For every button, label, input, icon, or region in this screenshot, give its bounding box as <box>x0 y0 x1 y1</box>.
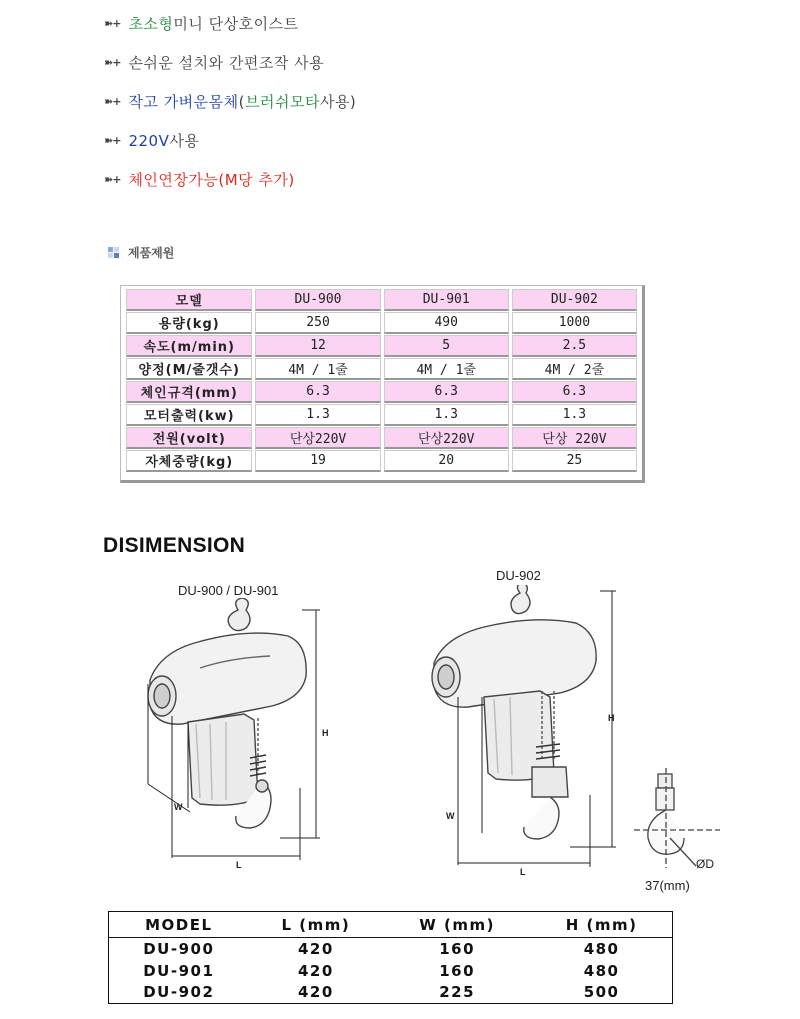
diagram-label-du900-901: DU-900 / DU-901 <box>178 583 279 598</box>
table-header-row: MODEL L (mm) W (mm) H (mm) <box>109 912 673 938</box>
feature-item: ➽+ 초소형 미니 단상호이스트 <box>104 15 299 33</box>
hoist-diagram-du902 <box>420 585 630 880</box>
spec-section-title: 제품제원 <box>108 244 174 261</box>
dim-label-h: H <box>322 728 329 738</box>
spec-table-frame <box>120 285 645 483</box>
table-row: 용량(kg) 250 490 1000 <box>126 312 637 334</box>
feature-item: ➽+ 작고 가벼운몸체 ( 브러쉬모타 사용) <box>104 92 357 111</box>
hook-detail-diagram <box>630 768 725 878</box>
table-row: DU-901 420 160 480 <box>109 960 673 982</box>
dimension-title: DISIMENSION <box>103 534 246 557</box>
dim-label-w: W <box>446 811 455 821</box>
feature-list <box>104 4 356 199</box>
arrow-bullet-icon: ➽+ <box>104 17 121 30</box>
dim-label-l: L <box>236 860 242 870</box>
diagram-label-du902: DU-902 <box>496 568 541 583</box>
feature-item: ➽+ 손쉬운 설치와 간편조작 사용 <box>104 54 325 72</box>
square-bullet-icon <box>108 247 120 259</box>
table-row: 속도(m/min) 12 5 2.5 <box>126 335 637 357</box>
dimensions-table <box>108 911 673 1004</box>
hook-diameter-label: ØD <box>696 857 714 871</box>
dim-label-w: W <box>174 802 183 812</box>
arrow-bullet-icon: ➽+ <box>104 56 121 69</box>
feature-item: ➽+ 체인연장가능(M당 추가) <box>104 171 295 189</box>
feature-item: ➽+ 220V 사용 <box>104 131 200 150</box>
table-row: 모터출력(kw) 1.3 1.3 1.3 <box>126 404 637 426</box>
arrow-bullet-icon: ➽+ <box>104 173 121 186</box>
spec-table <box>123 288 640 473</box>
hoist-diagram-du900 <box>130 598 340 873</box>
table-row: 모델 DU-900 DU-901 DU-902 <box>126 289 637 311</box>
arrow-bullet-icon: ➽+ <box>104 95 121 108</box>
table-row: 체인규격(mm) 6.3 6.3 6.3 <box>126 381 637 403</box>
table-row: 양정(M/줄갯수) 4M / 1줄 4M / 1줄 4M / 2줄 <box>126 358 637 380</box>
hook-size-note: 37(mm) <box>645 878 690 893</box>
table-row: 자체중량(kg) 19 20 25 <box>126 450 637 472</box>
table-row: DU-902 420 225 500 <box>109 982 673 1004</box>
table-row: DU-900 420 160 480 <box>109 938 673 960</box>
dim-label-h: H <box>608 713 615 723</box>
dim-label-l: L <box>520 867 526 877</box>
arrow-bullet-icon: ➽+ <box>104 134 121 147</box>
table-row: 전원(volt) 단상220V 단상220V 단상 220V <box>126 427 637 449</box>
